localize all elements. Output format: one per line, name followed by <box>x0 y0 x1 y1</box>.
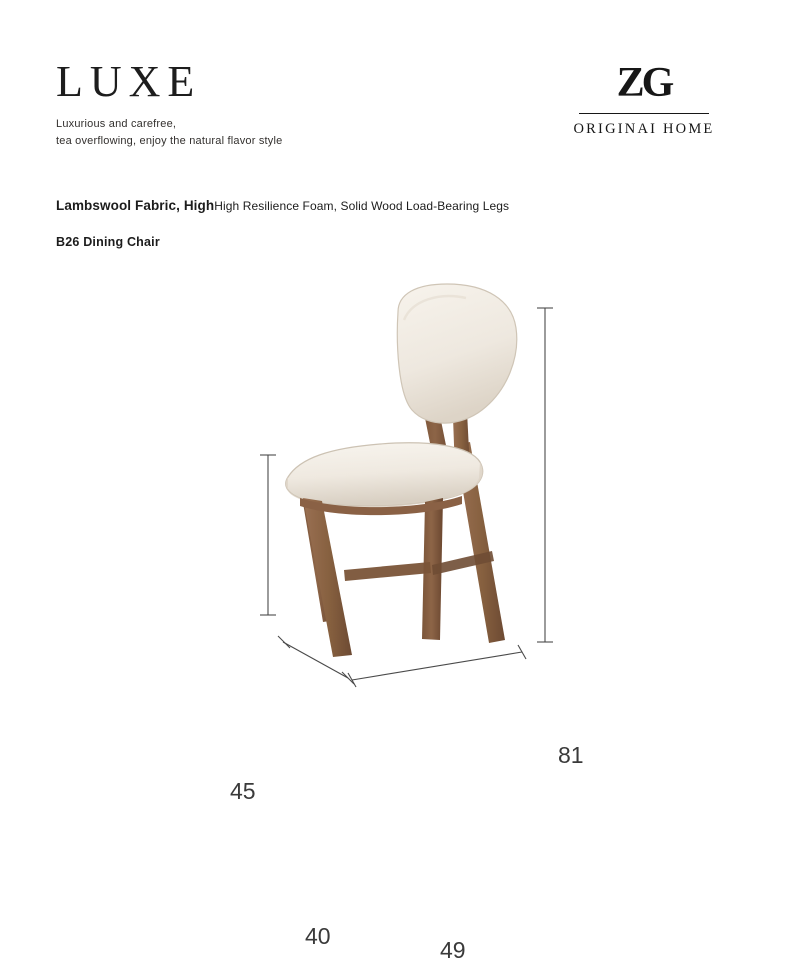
logo-divider <box>579 113 709 114</box>
materials-highlight: Lambswool Fabric, High <box>56 198 215 213</box>
dimension-seat-height: 45 <box>230 778 256 804</box>
dimension-depth: 40 <box>305 923 331 949</box>
logo-block <box>544 62 744 138</box>
brand-tagline-line2: tea overflowing, enjoy the natural flavor style <box>56 135 283 148</box>
brand-title: LUXE <box>56 57 202 106</box>
brand-tagline-line1: Luxurious and carefree, <box>56 118 177 130</box>
model-name: B26 Dining Chair <box>56 235 160 249</box>
materials-detail: High Resilience Foam, Solid Wood Load-Bearing Legs <box>214 199 510 213</box>
dimension-width: 49 <box>440 937 466 963</box>
materials-line <box>56 197 509 215</box>
logo-monogram: ZG <box>616 60 672 106</box>
product-figure <box>0 270 800 963</box>
brand-tagline <box>56 116 282 150</box>
chair-illustration <box>0 270 800 710</box>
logo-subtitle: ORIGINAI HOME <box>573 121 715 137</box>
dimension-height: 81 <box>558 742 584 768</box>
brand-block <box>56 57 283 150</box>
